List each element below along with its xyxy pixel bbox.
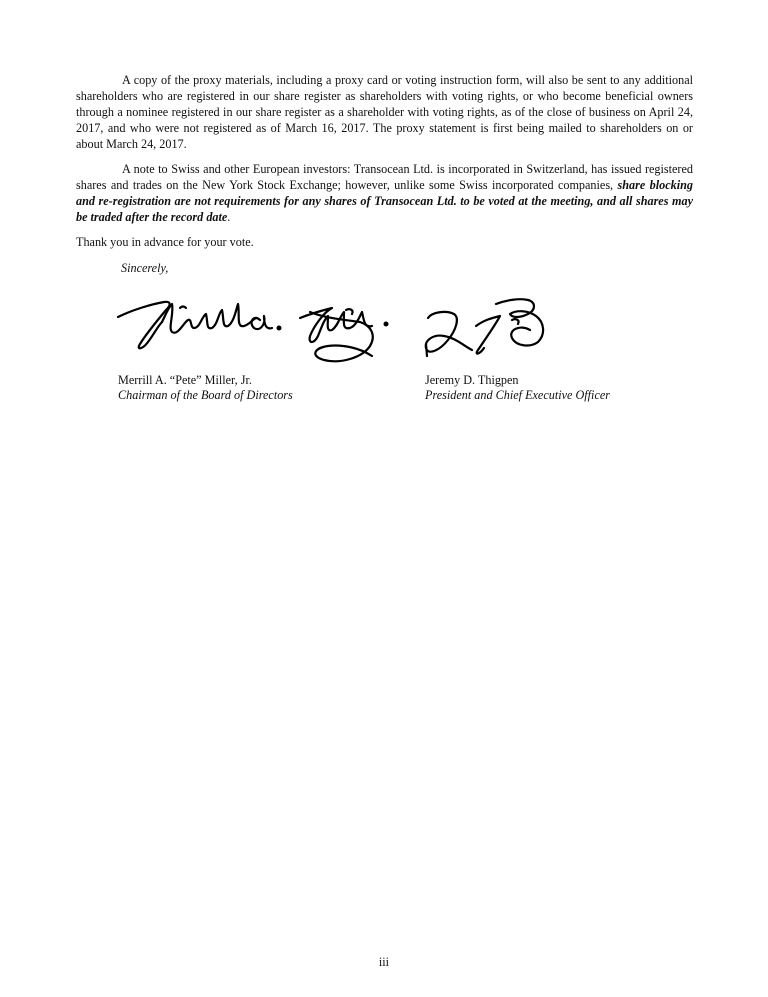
- miller-signature-icon: [114, 292, 394, 370]
- page-number: iii: [378, 955, 390, 969]
- share-blocking-emphasis: share blocking and re-registration are not requirements for any shares of Transocean Ltd. to be voted at the meeting, and all shares may be traded after the record date: [76, 178, 693, 224]
- proxy-materials-paragraph: A copy of the proxy materials, including a proxy card or voting instruction form, will also be sent to any additional shareholders who are registered in our share register as shareholders with voting rights, or who become beneficial owners through a nominee registered in our share register as a shareholder with voting rights, as of the close of business on April 24, 2017, and who were not registered as of March 16, 2017. The proxy statement is first being mailed to shareholders on or about March 24, 2017.: [76, 73, 693, 151]
- signatory-title: Chairman of the Board of Directors: [118, 388, 293, 402]
- paragraph-end-punctuation: .: [227, 210, 231, 224]
- signatory-thigpen: [425, 373, 610, 403]
- closing-salutation: Sincerely,: [121, 261, 169, 275]
- thank-you-line: Thank you in advance for your vote.: [76, 235, 254, 249]
- thigpen-signature-icon: [420, 290, 560, 368]
- european-investors-text: A note to Swiss and other European investors: Transocean Ltd. is incorporated in Switzerland, has issued registered shares and trades on the New York Stock Exchange; however, unlike some Swiss incorporated companies,: [76, 162, 693, 192]
- signatory-name: Merrill A. “Pete” Miller, Jr.: [118, 373, 252, 387]
- european-investors-paragraph: [76, 161, 693, 225]
- signatory-name: Jeremy D. Thigpen: [425, 373, 519, 387]
- signatory-title: President and Chief Executive Officer: [425, 388, 611, 402]
- signatory-miller: [118, 373, 293, 403]
